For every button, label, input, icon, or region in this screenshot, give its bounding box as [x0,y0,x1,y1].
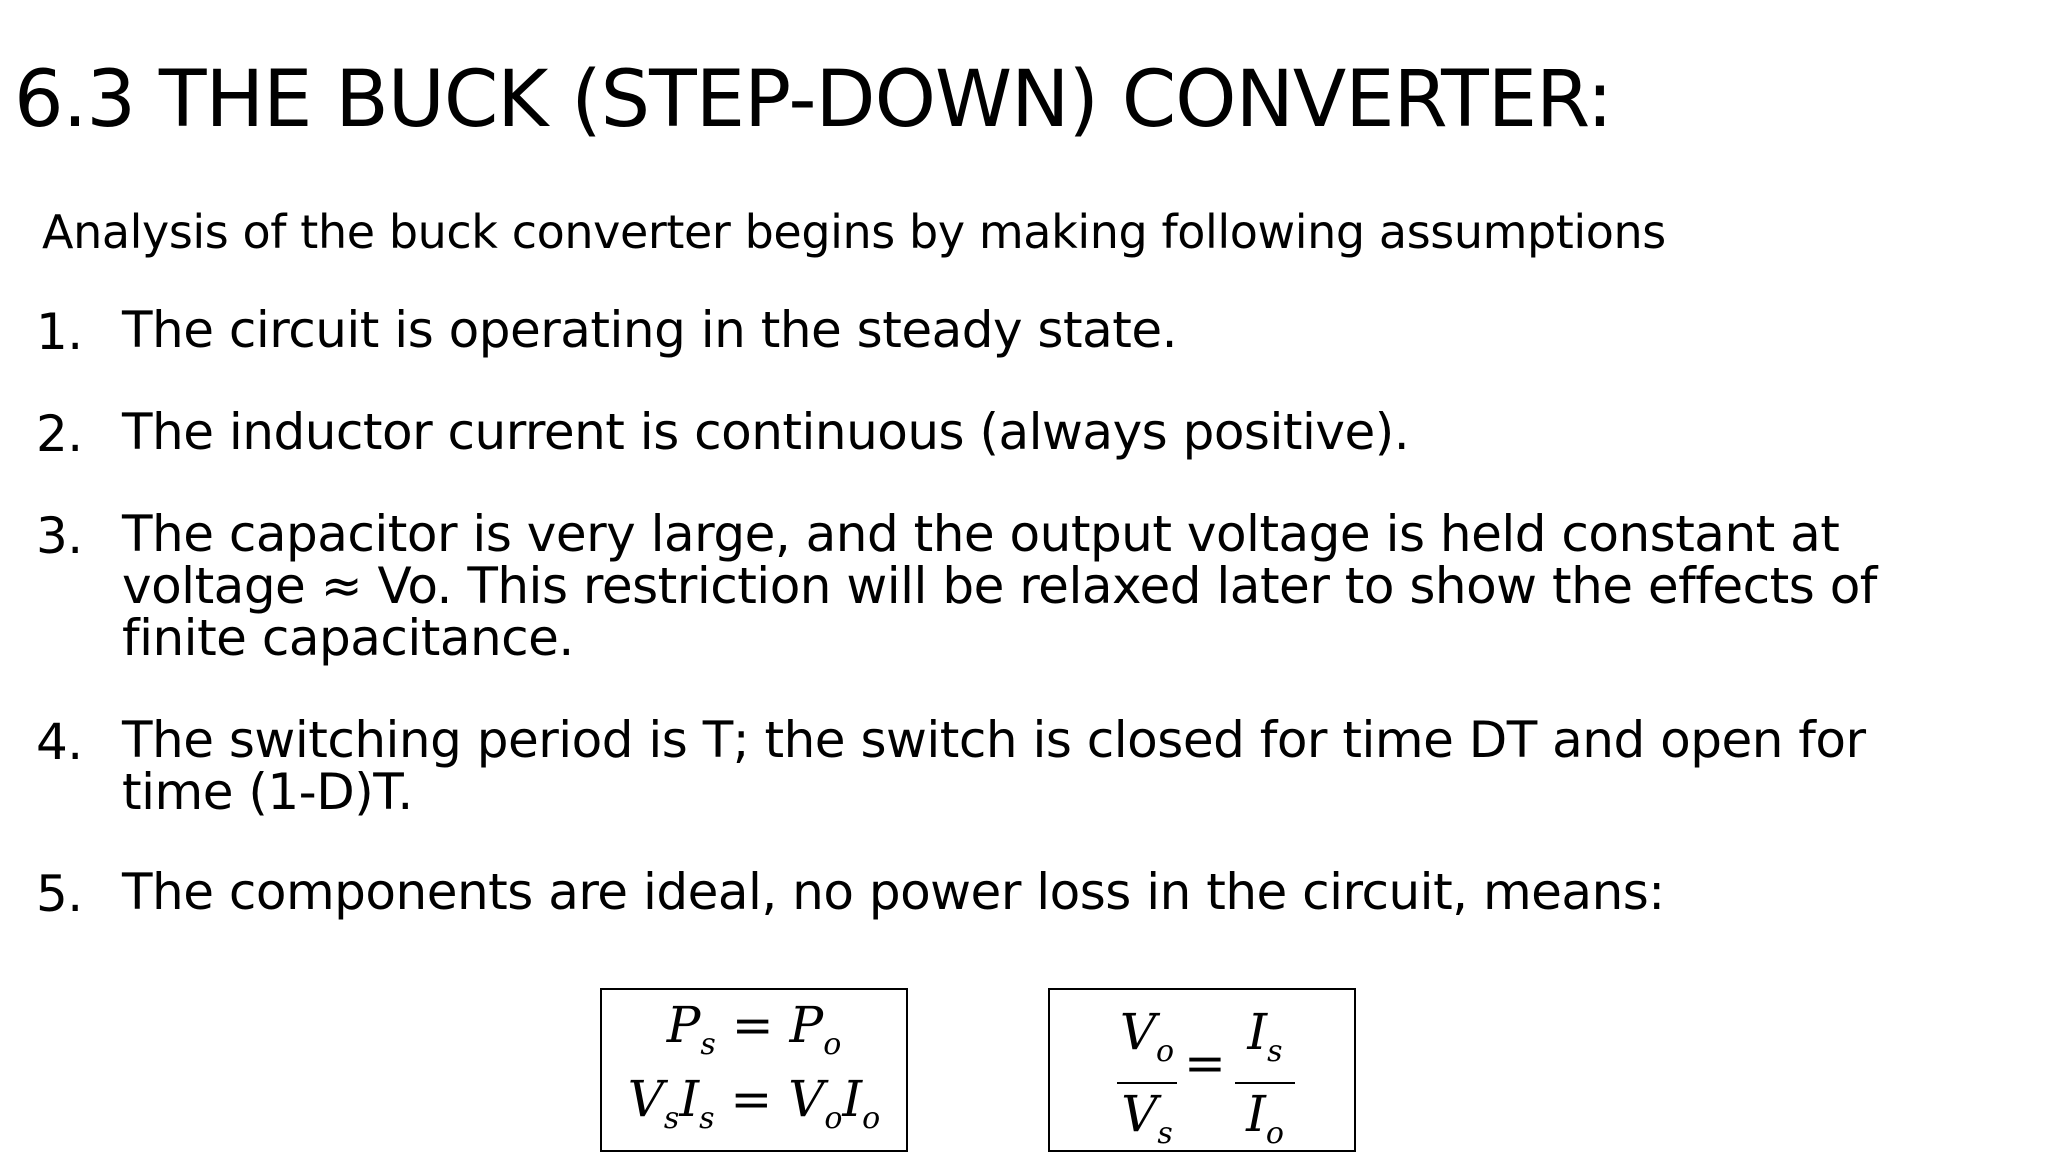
formula-operator: = [731,996,774,1054]
formula-symbol: P [789,996,824,1054]
list-item-number: 1. [36,303,83,361]
formula-operator: = [1184,1034,1226,1092]
list-item-text: The inductor current is continuous (always positive). [122,403,1410,461]
fraction-numerator [1230,1002,1300,1082]
fraction-current [1230,1002,1300,1164]
formula-subscript: s [1157,1116,1173,1151]
formula-subscript: s [700,1027,716,1062]
list-item-number: 5. [36,865,83,923]
fraction-denominator [1230,1084,1300,1164]
formula-subscript: s [699,1101,715,1136]
formula-symbol: V [627,1070,664,1128]
formula-symbol: I [1246,1085,1266,1143]
list-item-text: The components are ideal, no power loss in the circuit, means: [122,863,1665,921]
formula-symbol: I [842,1070,863,1128]
list-item-number: 3. [36,507,83,565]
fraction-voltage [1112,1002,1182,1164]
formula-subscript: o [862,1101,881,1136]
formula-operator: = [730,1070,773,1128]
formula-symbol: V [1119,1003,1157,1061]
list-item-number: 2. [36,405,83,463]
intro-text: Analysis of the buck converter begins by making following assumptions [42,205,1666,259]
formula-subscript: o [824,1101,843,1136]
formula-symbol: P [666,996,701,1054]
fraction-numerator [1112,1002,1182,1082]
formula-symbol: I [679,1070,700,1128]
formula-symbol: V [1121,1085,1158,1143]
formula-subscript: o [823,1027,842,1062]
formula-subscript: o [1156,1034,1175,1069]
formula-line-power [602,996,906,1062]
list-item-number: 4. [36,713,83,771]
formula-line-vi [602,1070,906,1136]
ratio-formula [1048,988,1356,1152]
fraction-denominator [1112,1084,1182,1164]
formula-subscript: s [1267,1034,1283,1069]
list-item-text: The circuit is operating in the steady state. [122,301,1177,359]
formula-subscript: o [1265,1116,1284,1151]
formula-symbol: V [788,1070,825,1128]
formula-subscript: s [663,1101,680,1136]
list-item-text: The capacitor is very large, and the output voltage is held constant at voltage ≈ Vo. This restriction will be relaxed later to show the effects of finite capacitance. [122,505,1877,667]
slide-title: 6.3 THE BUCK (STEP-DOWN) CONVERTER: [14,55,1613,145]
power-balance-formula [600,988,908,1152]
list-item-text: The switching period is T; the switch is closed for time DT and open for time (1-D)T. [122,711,1866,821]
formula-symbol: I [1247,1003,1268,1061]
